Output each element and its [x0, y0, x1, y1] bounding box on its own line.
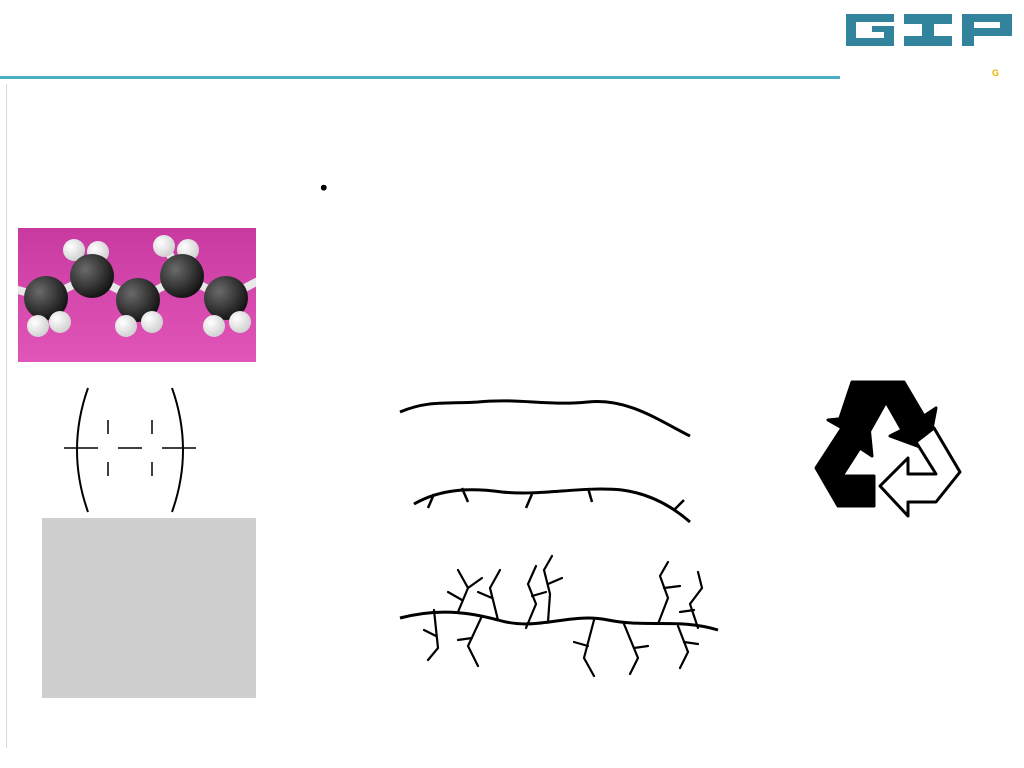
lldpe-chain-diagram — [412, 478, 702, 534]
bottom-stripe-band — [0, 748, 1024, 768]
polyethylene-molecule-image — [18, 228, 256, 362]
polyethylene-pellets-image — [42, 518, 256, 698]
ldpe-chain-diagram — [398, 548, 730, 688]
svg-text:G: G — [992, 68, 1000, 78]
recycle-icon — [812, 372, 964, 520]
gip-logo — [842, 6, 1020, 80]
hdpe-chain-diagram — [398, 390, 698, 450]
polyethylene-structural-formula — [60, 380, 200, 520]
gip-logo-mark — [842, 6, 1020, 80]
